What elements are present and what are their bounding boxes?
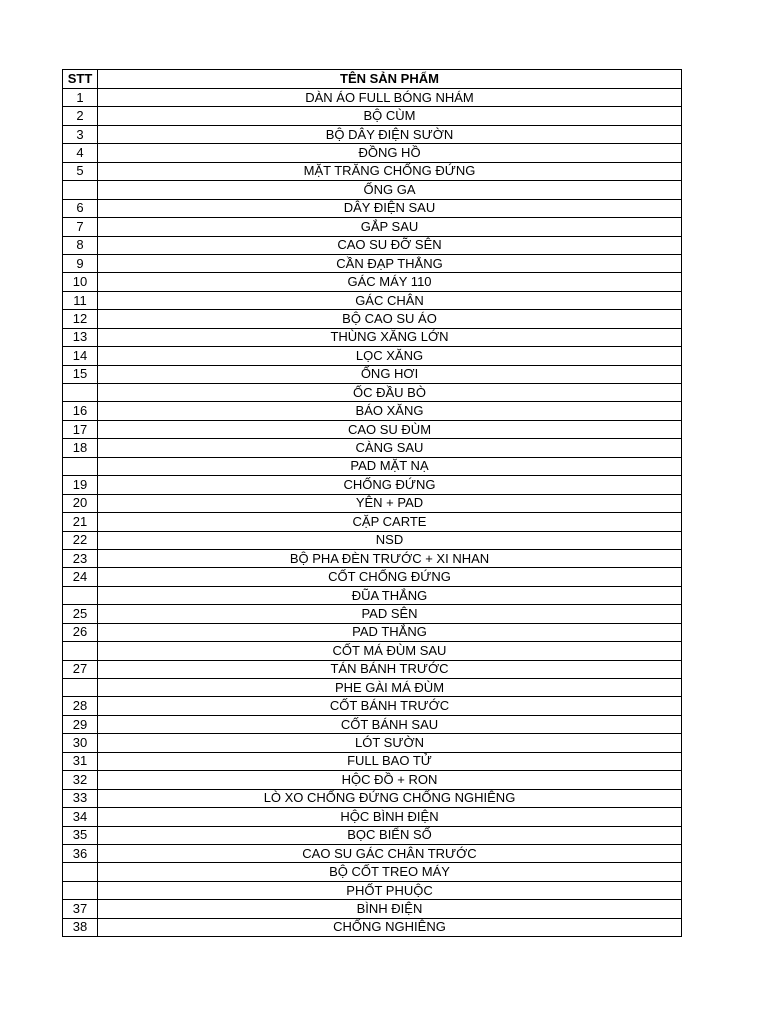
table-row <box>63 365 682 383</box>
row-stt: 4 <box>63 144 98 162</box>
row-product-name: CỐT CHỐNG ĐỨNG <box>98 568 682 586</box>
table-row <box>63 734 682 752</box>
row-product-name: PAD MẶT NẠ <box>98 457 682 475</box>
table-row <box>63 752 682 770</box>
row-product-name: GẮP SAU <box>98 218 682 236</box>
row-product-name: BÌNH ĐIỆN <box>98 900 682 918</box>
row-stt: 20 <box>63 494 98 512</box>
table-row <box>63 679 682 697</box>
row-product-name: ỐNG GA <box>98 181 682 199</box>
row-stt: 2 <box>63 107 98 125</box>
row-product-name: PAD THẮNG <box>98 623 682 641</box>
table-row <box>63 457 682 475</box>
table-row <box>63 254 682 272</box>
row-stt: 22 <box>63 531 98 549</box>
row-stt: 10 <box>63 273 98 291</box>
row-product-name: GÁC MÁY 110 <box>98 273 682 291</box>
table-row <box>63 347 682 365</box>
table-row <box>63 531 682 549</box>
row-product-name: FULL BAO TỬ <box>98 752 682 770</box>
table-row <box>63 273 682 291</box>
row-stt: 3 <box>63 125 98 143</box>
row-stt <box>63 642 98 660</box>
table-row <box>63 125 682 143</box>
header-product-name: TÊN SẢN PHẨM <box>98 70 682 89</box>
row-stt: 11 <box>63 291 98 309</box>
row-product-name: CỐT BÁNH SAU <box>98 715 682 733</box>
row-product-name: TÁN BÁNH TRƯỚC <box>98 660 682 678</box>
table-row <box>63 199 682 217</box>
row-stt: 6 <box>63 199 98 217</box>
table-row <box>63 384 682 402</box>
table-row <box>63 420 682 438</box>
row-stt: 24 <box>63 568 98 586</box>
row-stt: 18 <box>63 439 98 457</box>
table-row <box>63 605 682 623</box>
product-table <box>62 69 682 937</box>
table-row <box>63 900 682 918</box>
row-stt: 1 <box>63 89 98 107</box>
table-row <box>63 328 682 346</box>
table-row <box>63 144 682 162</box>
table-row <box>63 771 682 789</box>
table-row <box>63 568 682 586</box>
table-row <box>63 291 682 309</box>
table-row <box>63 402 682 420</box>
row-product-name: ỐNG HƠI <box>98 365 682 383</box>
table-row <box>63 918 682 936</box>
table-row <box>63 660 682 678</box>
table-row <box>63 623 682 641</box>
row-stt <box>63 881 98 899</box>
row-stt: 28 <box>63 697 98 715</box>
row-product-name: BỘ DÂY ĐIỆN SƯỜN <box>98 125 682 143</box>
table-row <box>63 697 682 715</box>
row-stt <box>63 181 98 199</box>
row-stt: 8 <box>63 236 98 254</box>
table-row <box>63 310 682 328</box>
row-stt: 9 <box>63 254 98 272</box>
table-row <box>63 494 682 512</box>
row-stt: 35 <box>63 826 98 844</box>
table-row <box>63 586 682 604</box>
table-row <box>63 513 682 531</box>
row-product-name: ỐC ĐẦU BÒ <box>98 384 682 402</box>
table-row <box>63 162 682 180</box>
row-stt: 21 <box>63 513 98 531</box>
table-row <box>63 476 682 494</box>
row-product-name: LÒ XO CHỐNG ĐỨNG CHỐNG NGHIÊNG <box>98 789 682 807</box>
row-product-name: DÂY ĐIỆN SAU <box>98 199 682 217</box>
table-body <box>63 89 682 937</box>
row-product-name: PAD SÊN <box>98 605 682 623</box>
row-product-name: THÙNG XĂNG LỚN <box>98 328 682 346</box>
row-stt <box>63 863 98 881</box>
table-row <box>63 789 682 807</box>
row-stt <box>63 679 98 697</box>
row-product-name: NSD <box>98 531 682 549</box>
table-row <box>63 549 682 567</box>
table-row <box>63 844 682 862</box>
row-product-name: CAO SU ĐÙM <box>98 420 682 438</box>
table-row <box>63 715 682 733</box>
row-stt: 25 <box>63 605 98 623</box>
row-product-name: HỘC ĐỒ + RON <box>98 771 682 789</box>
row-stt: 12 <box>63 310 98 328</box>
row-stt: 30 <box>63 734 98 752</box>
table-row <box>63 107 682 125</box>
row-stt: 29 <box>63 715 98 733</box>
row-product-name: LỌC XĂNG <box>98 347 682 365</box>
table-row <box>63 881 682 899</box>
row-product-name: MẶT TRĂNG CHỐNG ĐỨNG <box>98 162 682 180</box>
row-stt: 33 <box>63 789 98 807</box>
row-stt: 32 <box>63 771 98 789</box>
row-stt: 27 <box>63 660 98 678</box>
table-row <box>63 181 682 199</box>
row-stt <box>63 384 98 402</box>
row-product-name: HỘC BÌNH ĐIỆN <box>98 808 682 826</box>
table-row <box>63 439 682 457</box>
table-row <box>63 863 682 881</box>
row-stt: 38 <box>63 918 98 936</box>
row-product-name: ĐỒNG HỒ <box>98 144 682 162</box>
row-product-name: BÁO XĂNG <box>98 402 682 420</box>
row-product-name: CỐT BÁNH TRƯỚC <box>98 697 682 715</box>
row-stt: 23 <box>63 549 98 567</box>
row-product-name: CAO SU ĐỠ SÊN <box>98 236 682 254</box>
row-product-name: PHỐT PHUỘC <box>98 881 682 899</box>
row-product-name: GÁC CHÂN <box>98 291 682 309</box>
row-stt <box>63 457 98 475</box>
header-row <box>63 70 682 89</box>
row-stt: 26 <box>63 623 98 641</box>
row-product-name: BỘ PHA ĐÈN TRƯỚC + XI NHAN <box>98 549 682 567</box>
row-product-name: LÓT SƯỜN <box>98 734 682 752</box>
row-stt: 19 <box>63 476 98 494</box>
header-stt: STT <box>63 70 98 89</box>
row-product-name: PHE GÀI MÁ ĐÙM <box>98 679 682 697</box>
row-stt: 17 <box>63 420 98 438</box>
row-product-name: CHỐNG ĐỨNG <box>98 476 682 494</box>
row-stt: 36 <box>63 844 98 862</box>
row-stt: 37 <box>63 900 98 918</box>
table-row <box>63 808 682 826</box>
row-product-name: BỌC BIỂN SỐ <box>98 826 682 844</box>
row-product-name: CẦN ĐẠP THẲNG <box>98 254 682 272</box>
row-product-name: CÀNG SAU <box>98 439 682 457</box>
table-row <box>63 218 682 236</box>
row-product-name: CAO SU GÁC CHÂN TRƯỚC <box>98 844 682 862</box>
row-stt: 34 <box>63 808 98 826</box>
row-stt: 16 <box>63 402 98 420</box>
table-row <box>63 236 682 254</box>
row-stt: 31 <box>63 752 98 770</box>
row-product-name: BỘ CỐT TREO MÁY <box>98 863 682 881</box>
row-stt: 7 <box>63 218 98 236</box>
table-row <box>63 89 682 107</box>
row-stt: 5 <box>63 162 98 180</box>
row-stt: 13 <box>63 328 98 346</box>
table-row <box>63 826 682 844</box>
row-product-name: DÀN ÁO FULL BÓNG NHÁM <box>98 89 682 107</box>
row-product-name: ĐŨA THẮNG <box>98 586 682 604</box>
row-product-name: CHỐNG NGHIÊNG <box>98 918 682 936</box>
row-product-name: YÊN + PAD <box>98 494 682 512</box>
row-product-name: CẶP CARTE <box>98 513 682 531</box>
row-product-name: BỘ CÙM <box>98 107 682 125</box>
row-stt: 15 <box>63 365 98 383</box>
row-stt <box>63 586 98 604</box>
row-stt: 14 <box>63 347 98 365</box>
table-row <box>63 642 682 660</box>
row-product-name: CỐT MÁ ĐÙM SAU <box>98 642 682 660</box>
row-product-name: BỘ CAO SU ÁO <box>98 310 682 328</box>
